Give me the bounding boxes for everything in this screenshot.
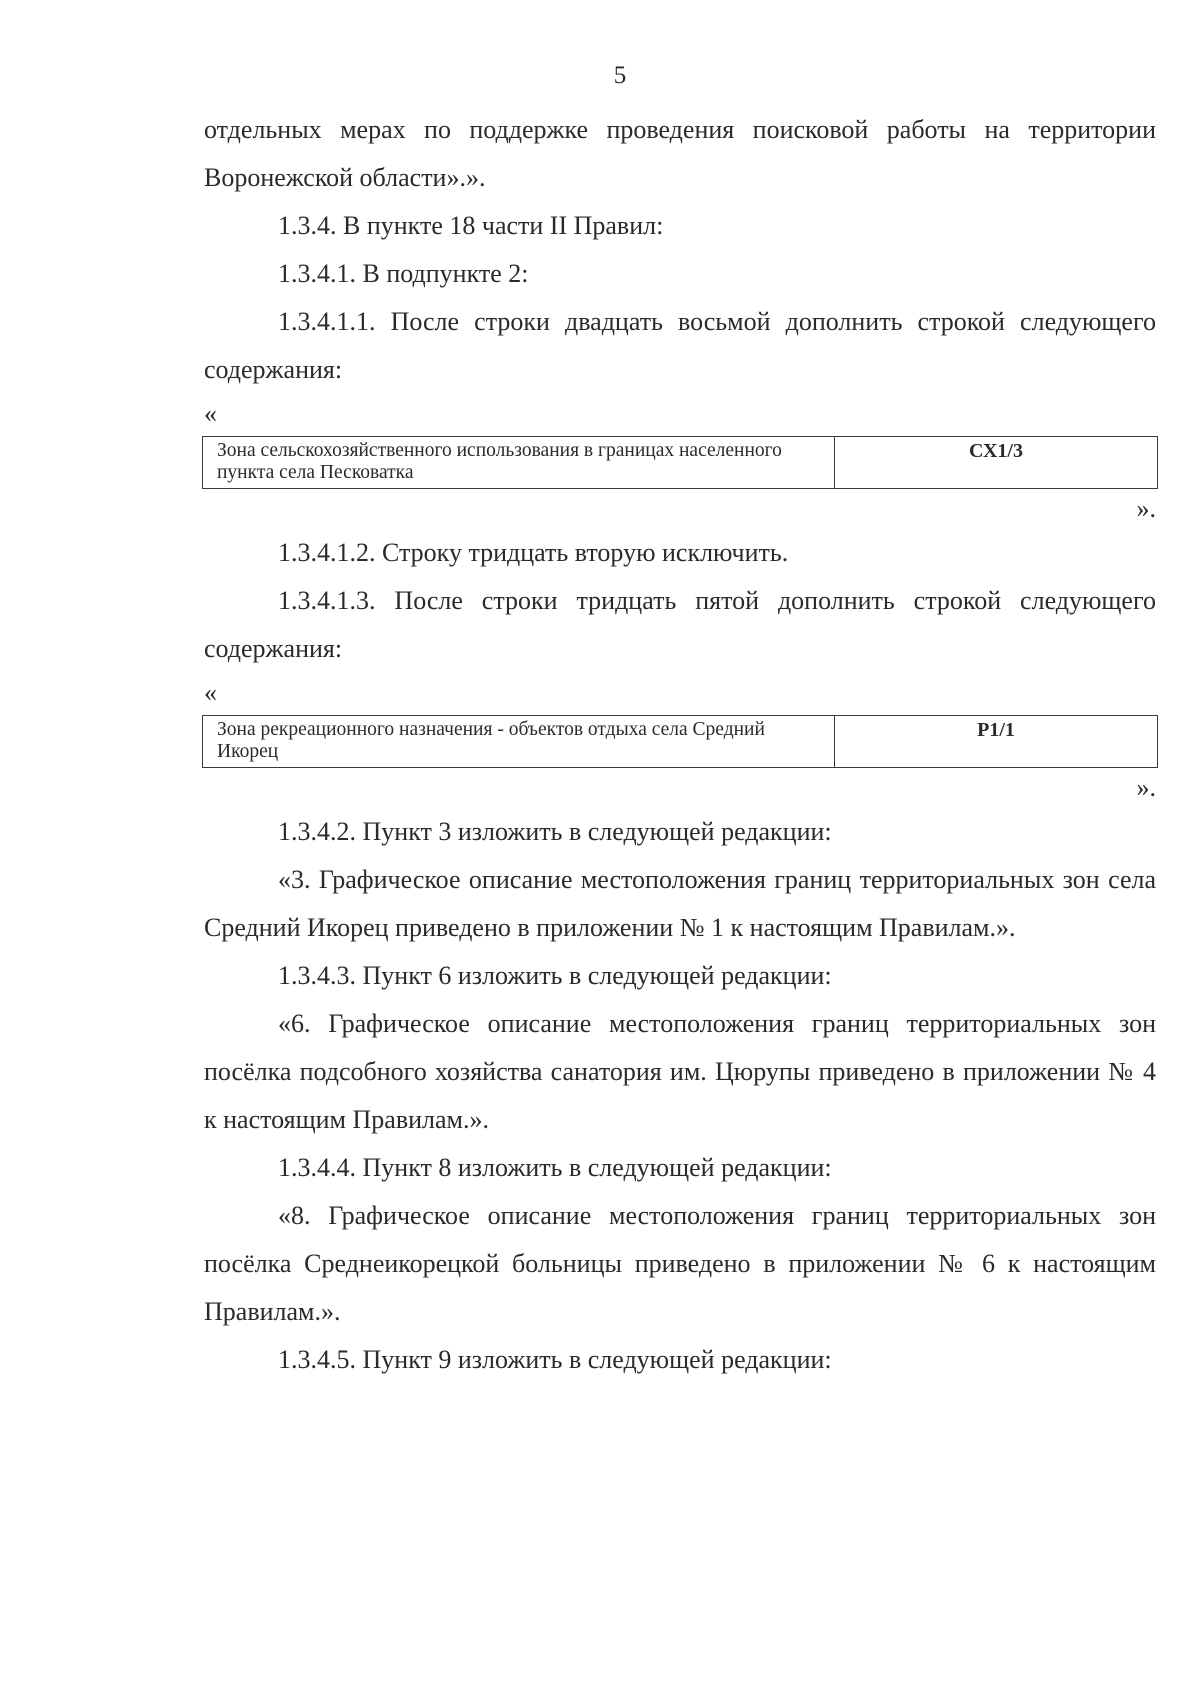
opening-quote-2: « [204,678,217,707]
paragraph-1-3-4-1-3: 1.3.4.1.3. После строки тридцать пятой дополнить строкой следующего содержания: [204,586,1156,663]
paragraph-1-3-4-1-2: 1.3.4.1.2. Строку тридцать вторую исключить. [278,538,789,567]
paragraph-1-3-4-1-1: 1.3.4.1.1. После строки двадцать восьмой дополнить строкой следующего содержания: [204,307,1156,384]
paragraph-1-3-4-3: 1.3.4.3. Пункт 6 изложить в следующей редакции: [278,961,832,990]
paragraph-1-3-4-2: 1.3.4.2. Пункт 3 изложить в следующей редакции: [278,817,832,846]
paragraph-1-3-4: 1.3.4. В пункте 18 части II Правил: [278,211,664,240]
paragraph-continuation: отдельных мерах по поддержке проведения поисковой работы на территории Воронежской области».». [204,115,1156,192]
paragraph-quote-8: «8. Графическое описание местоположения границ территориальных зон посёлка Среднеикорецкой больницы приведено в приложении № 6 к настоящим Правилам.». [204,1201,1156,1326]
closing-quote-1: ». [1136,494,1156,523]
opening-quote-1: « [204,399,217,428]
page-number: 5 [613,62,627,89]
paragraph-1-3-4-1: 1.3.4.1. В подпункте 2: [278,259,529,288]
zone-name-cell: Зона сельскохозяйственного использования в границах населенного пункта села Песковатка [203,437,835,489]
paragraph-1-3-4-4: 1.3.4.4. Пункт 8 изложить в следующей редакции: [278,1153,832,1182]
paragraph-quote-3: «3. Графическое описание местоположения границ территориальных зон села Средний Икорец приведено в приложении № 1 к настоящим Правилам.». [204,865,1156,942]
zone-table-2 [202,715,1158,768]
paragraph-1-3-4-5: 1.3.4.5. Пункт 9 изложить в следующей редакции: [278,1345,832,1374]
paragraph-quote-6: «6. Графическое описание местоположения границ территориальных зон посёлка подсобного хозяйства санатория им. Цюрупы приведено в приложении № 4 к настоящим Правилам.». [204,1009,1156,1134]
table-row [203,437,1158,489]
zone-code-cell: СХ1/3 [835,437,1158,489]
table-row [203,716,1158,768]
zone-name-cell: Зона рекреационного назначения - объектов отдыха села Средний Икорец [203,716,835,768]
zone-table-1 [202,436,1158,489]
zone-code-cell: Р1/1 [835,716,1158,768]
document-body [204,106,1156,1384]
closing-quote-2: ». [1136,773,1156,802]
